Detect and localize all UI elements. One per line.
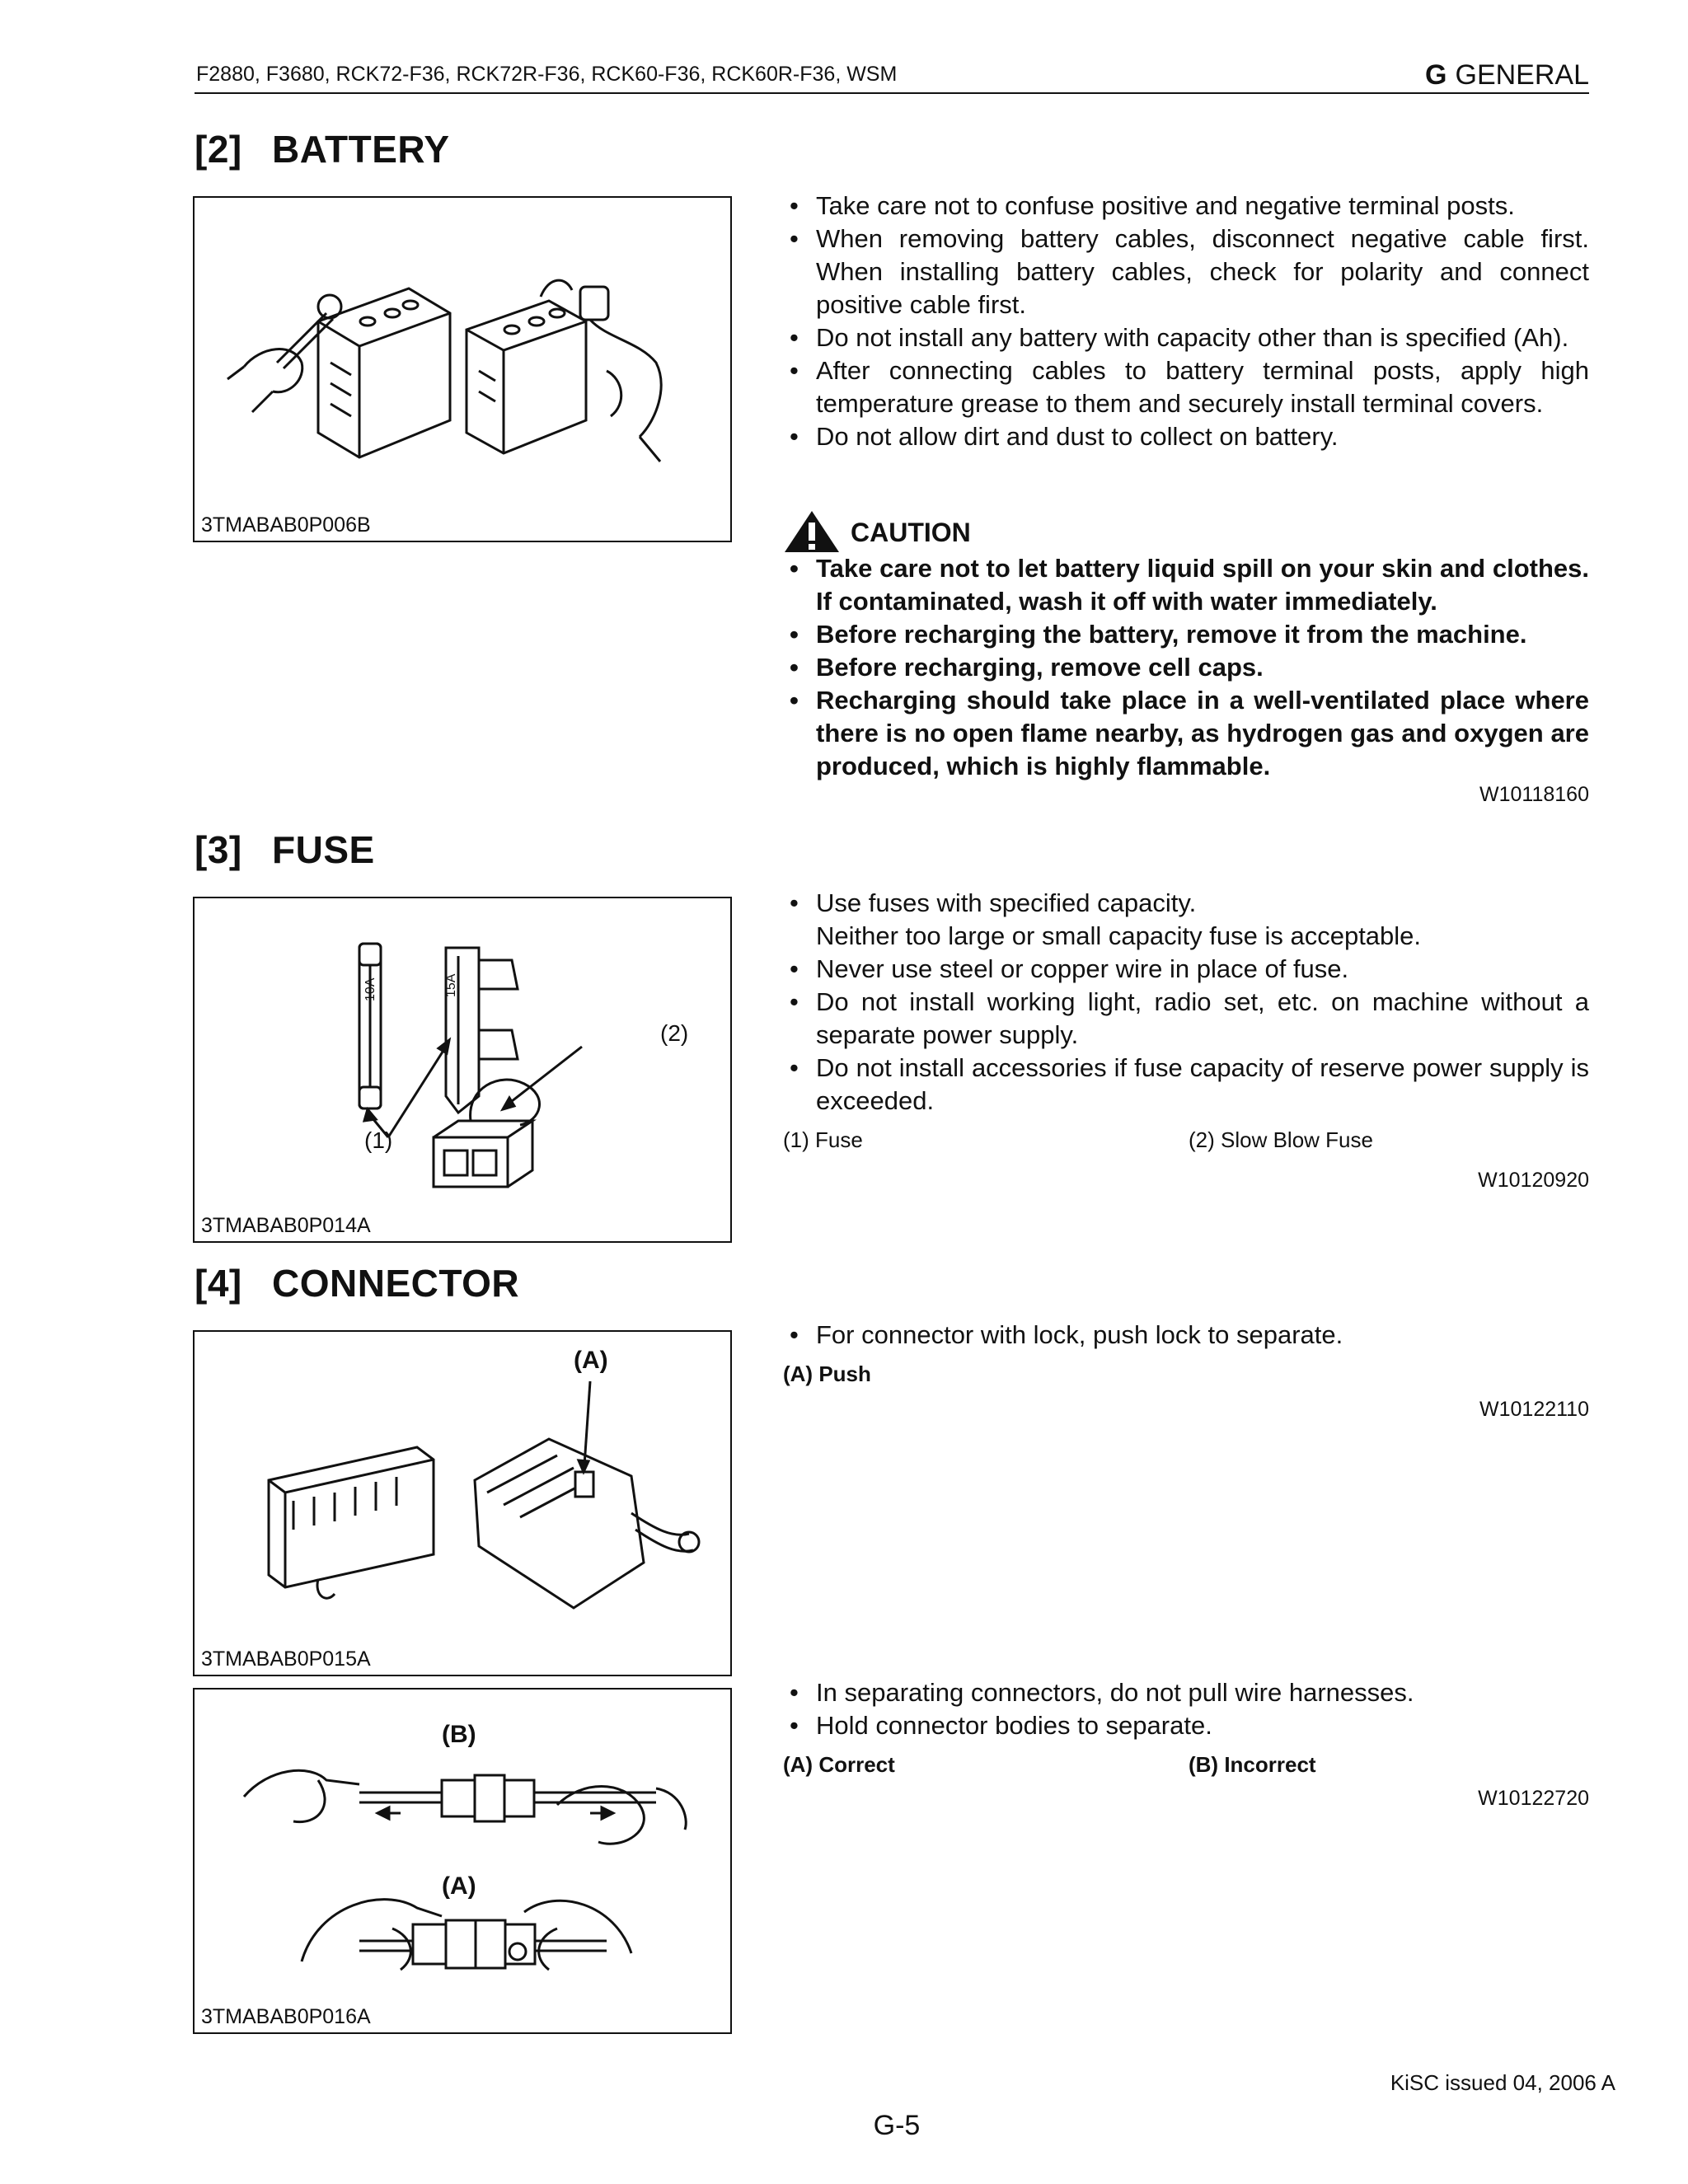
caution-block: [783, 509, 971, 552]
battery-bullets: [783, 190, 1589, 453]
connector-bullet: • For connector with lock, push lock to separate.: [783, 1319, 1589, 1352]
header-models: F2880, F3680, RCK72-F36, RCK72R-F36, RCK60-F36, RCK60R-F36, WSM: [196, 63, 898, 86]
connector-bullets-1: [783, 1319, 1589, 1352]
fuse-note-1: (1) Fuse: [783, 1127, 863, 1152]
page-number: G-5: [873, 2110, 921, 2141]
fuse-heading: [195, 827, 375, 872]
fuse-notes: [783, 1127, 1589, 1155]
connector-figure-1-label-a: (A): [574, 1347, 608, 1374]
connector-code-2: W10122720: [1478, 1787, 1589, 1810]
fuse-title: FUSE: [272, 828, 375, 871]
caution-bullet: • Before recharging the battery, remove it from the machine.: [783, 618, 1589, 651]
battery-heading: [195, 127, 450, 171]
connector-note-incorrect: (B) Incorrect: [1189, 1752, 1316, 1777]
connector-figure-2: [193, 1688, 732, 2034]
connector-figure-1-code: 3TMABAB0P015A: [201, 1647, 371, 1671]
caution-bullets: [783, 552, 1589, 783]
fuse-bullets: [783, 887, 1589, 1118]
connector-notes-1: [783, 1361, 1589, 1390]
caution-bullet: • Take care not to let battery liquid spill on your skin and clothes. If contaminated, wash it off with water immediately.: [783, 552, 1589, 618]
connector-notes-2: [783, 1752, 1589, 1780]
header-section: [1424, 59, 1589, 91]
fuse-figure-label-1: (1): [364, 1127, 393, 1153]
battery-bullet: • When removing battery cables, disconnect negative cable first. When installing battery cables, check for polarity and connect positive cable first.: [783, 223, 1589, 321]
battery-number: [2]: [195, 128, 242, 171]
caution-bullet: • Before recharging, remove cell caps.: [783, 651, 1589, 684]
fuse-glass-rating: 10A: [363, 977, 377, 1001]
connector-note-correct: (A) Correct: [783, 1752, 895, 1777]
fuse-figure: [193, 897, 732, 1243]
connector-heading: [195, 1261, 519, 1305]
fuse-note-2: (2) Slow Blow Fuse: [1189, 1127, 1373, 1152]
connector-bullets-2: [783, 1676, 1589, 1742]
fuse-code: W10120920: [1478, 1169, 1589, 1192]
footer-issued: KiSC issued 04, 2006 A: [1390, 2070, 1615, 2095]
connector-number: [4]: [195, 1262, 242, 1305]
caution-label: CAUTION: [851, 518, 971, 547]
header-section-letter: G: [1425, 59, 1447, 91]
connector-code-1: W10122110: [1479, 1398, 1589, 1421]
fuse-figure-code: 3TMABAB0P014A: [201, 1214, 371, 1237]
fuse-bullet: • Do not install accessories if fuse capacity of reserve power supply is exceeded.: [783, 1052, 1589, 1118]
header-rule: [195, 92, 1589, 94]
header-section-name: GENERAL: [1455, 59, 1589, 91]
fuse-illustration: [195, 898, 730, 1241]
battery-figure: [193, 196, 732, 542]
battery-bullet: • Do not install any battery with capacity other than is specified (Ah).: [783, 321, 1589, 354]
warning-triangle-icon: [783, 509, 841, 554]
battery-code: W10118160: [1479, 783, 1589, 806]
connector-figure-2-label-a: (A): [442, 1872, 476, 1900]
battery-bullet: • Take care not to confuse positive and negative terminal posts.: [783, 190, 1589, 223]
connector-note-push: (A) Push: [783, 1361, 871, 1386]
battery-bullet: • Do not allow dirt and dust to collect on battery.: [783, 420, 1589, 453]
fuse-bullet-continuation: Neither too large or small capacity fuse is acceptable.: [816, 921, 1422, 950]
connector-figure-2-code: 3TMABAB0P016A: [201, 2005, 371, 2028]
fuse-bullet: • Do not install working light, radio set, etc. on machine without a separate power supply.: [783, 986, 1589, 1052]
connector-bullet: • Hold connector bodies to separate.: [783, 1709, 1589, 1742]
connector-figure-2-label-b: (B): [442, 1721, 476, 1748]
connector-bullet: • In separating connectors, do not pull wire harnesses.: [783, 1676, 1589, 1709]
fuse-bullet: • Use fuses with specified capacity.: [783, 887, 1589, 920]
fuse-figure-label-2: (2): [660, 1020, 689, 1046]
battery-illustration: [195, 198, 730, 541]
caution-bullet: • Recharging should take place in a well-ventilated place where there is no open flame nearby, as hydrogen gas and oxygen are produced, which is highly flammable.: [783, 684, 1589, 783]
fuse-number: [3]: [195, 828, 242, 871]
battery-title: BATTERY: [272, 128, 450, 171]
fuse-bullet: • Never use steel or copper wire in place of fuse.: [783, 953, 1589, 986]
connector-title: CONNECTOR: [272, 1262, 520, 1305]
connector-figure-1: [193, 1330, 732, 1676]
connector-lock-illustration: [195, 1332, 730, 1675]
battery-figure-code: 3TMABAB0P006B: [201, 513, 371, 537]
battery-bullet: • After connecting cables to battery terminal posts, apply high temperature grease to them and securely install terminal covers.: [783, 354, 1589, 420]
fuse-blade-rating: 15A: [444, 973, 458, 997]
